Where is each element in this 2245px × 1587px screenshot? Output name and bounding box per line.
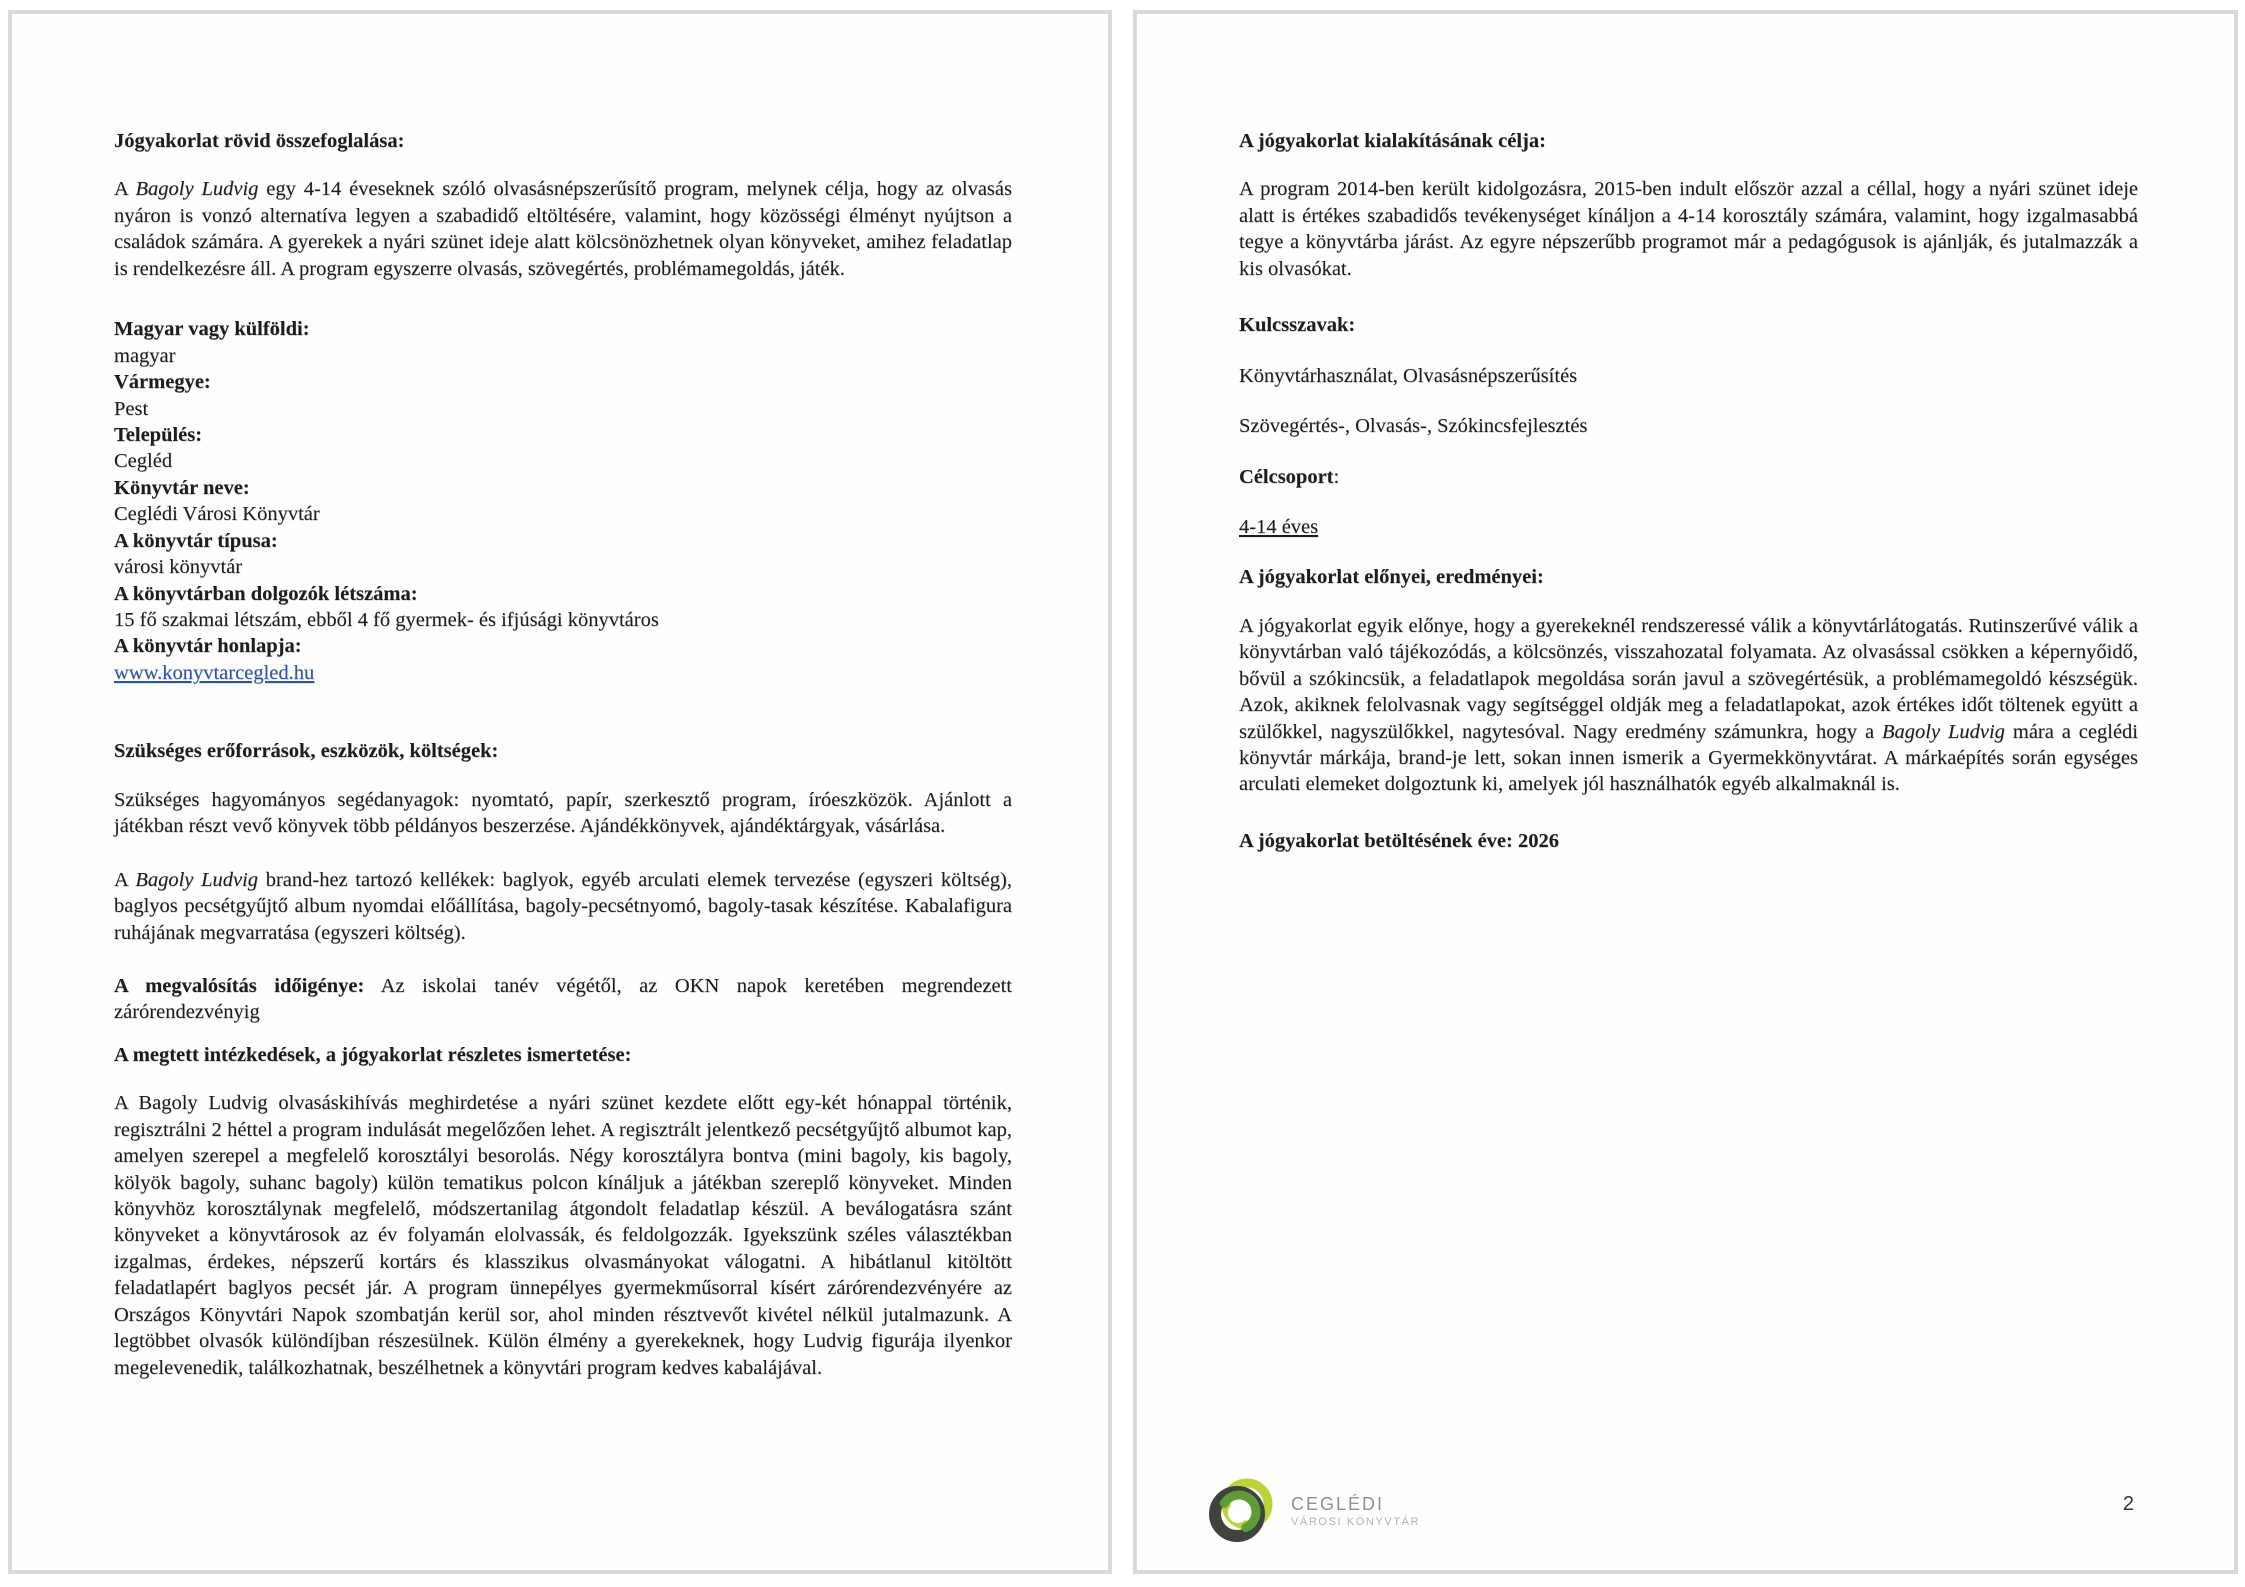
meta-label: Magyar vagy külföldi: <box>114 318 310 341</box>
website-label: A könyvtár honlapja: <box>114 635 302 658</box>
summary-brand-name: Bagoly Ludvig <box>135 178 259 201</box>
resources-paragraph-2 <box>114 867 1012 946</box>
target-group-value <box>1239 514 2138 540</box>
timeline-text: Az iskolai tanév végétől, az OKN napok keretében megrendezett zárórendezvényig <box>114 974 1012 1024</box>
goal-paragraph: A program 2014-ben került kidolgozásra, 2015-ben indult először azzal a céllal, hogy a nyári szünet ideje alatt is értékes szabadidős tevékenységet kínáljon a 4-14 korosztály számára, valamint, hogy izgalmasabbá tegye a könyvtárba járást. Az egyre népszerűbb programot már a pedagógusok is ajánlják, és jutalmazzák a kis olvasókat. <box>1239 178 2138 280</box>
meta-label: Település: <box>114 423 203 446</box>
page-number: 2 <box>2122 1493 2134 1515</box>
meta-value: 15 fő szakmai létszám, ebből 4 fő gyermek- és ifjúsági könyvtáros <box>114 609 659 631</box>
logo-subtitle: VÁROSI KÖNYVTÁR <box>1291 1516 1421 1529</box>
target-colon: : <box>1333 465 1340 488</box>
resources-paragraph-1: Szükséges hagyományos segédanyagok: nyomtató, papír, szerkesztő program, íróeszközök. Ajánlott a játékban részt vevő könyvek több példányos beszerzése. Ajándékkönyvek, ajándéktárgyak, vásárlása. <box>114 788 1012 838</box>
heading-target-group <box>1239 464 2138 490</box>
resources-prefix: A <box>114 868 136 891</box>
page-1-content <box>12 14 1108 1381</box>
library-logo-icon <box>1209 1478 1273 1544</box>
heading-resources: Szükséges erőforrások, eszközök, költségek: <box>114 740 499 763</box>
meta-value: magyar <box>114 344 176 367</box>
benefits-part1: A jógyakorlat egyik előnye, hogy a gyerekeknél rendszeressé válik a könyvtárlátogatás. Rutinszerűvé válik a könyvtárban való tájékozódás, a kölcsönzés, visszahozatal folyamata. Az olvasással csökken a képernyőidő, bővül a szókincsük, a feladatlapok megoldása során javul a szövegértésük, a problémamegoldó készségük. Azok, akiknek felolvasnak vagy segítséggel oldják meg a feladatlapokat, azok értékes időt töltenek együtt a szülőkkel, nagyszülőkkel, nagytesóval. Nagy eredmény számunkra, hogy a <box>1239 614 2138 743</box>
timeline-label: A megvalósítás időigénye: <box>114 974 365 997</box>
benefits-brand-name: Bagoly Ludvig <box>1881 720 2005 743</box>
meta-label: Könyvtár neve: <box>114 476 250 499</box>
library-logo-text <box>1291 1494 1420 1529</box>
target-value-underlined: 4-14 éves <box>1239 515 1319 538</box>
benefits-paragraph <box>1239 613 2138 798</box>
page-2-content <box>1137 14 2234 854</box>
heading-details: A megtett intézkedések, a jógyakorlat részletes ismertetése: <box>114 1043 632 1066</box>
keywords-line-2: Szövegértés-, Olvasás-, Szókincsfejlesztés <box>1239 415 1588 438</box>
logo-title: CEGLÉDI <box>1291 1493 1385 1514</box>
resources-brand-name: Bagoly Ludvig <box>135 868 259 891</box>
heading-benefits: A jógyakorlat előnyei, eredményei: <box>1239 566 1544 589</box>
library-website-link[interactable]: www.konyvtarcegled.hu <box>114 661 315 684</box>
summary-rest: egy 4-14 éveseknek szóló olvasásnépszerűsítő program, melynek célja, hogy az olvasás nyáron is vonzó alternatíva legyen a szabadidő eltöltésére, valamint, hogy közösségi élményt nyújtson a családok számára. A gyerekek a nyári szünet ideje alatt kölcsönözhetnek olyan könyveket, amihez feladatlap is rendelkezésre áll. A program egyszerre olvasás, szövegértés, problémamegoldás, játék. <box>114 178 1012 280</box>
heading-year: A jógyakorlat betöltésének éve: 2026 <box>1239 829 1559 852</box>
meta-label: A könyvtár típusa: <box>114 529 278 552</box>
meta-value: Pest <box>114 397 149 420</box>
meta-label: Vármegye: <box>114 371 211 394</box>
heading-goal: A jógyakorlat kialakításának célja: <box>1239 130 1546 152</box>
library-logo <box>1209 1478 1420 1544</box>
meta-value: városi könyvtár <box>114 556 243 579</box>
meta-value: Cegléd <box>114 450 173 473</box>
details-paragraph: A Bagoly Ludvig olvasáskihívás meghirdetése a nyári szünet kezdete előtt egy-két hónappal történik, regisztrálni 2 héttel a program indulását megelőzően lehet. A regisztrált jelentkező pecsétgyűjtő albumot kap, amelyen szerepel a megfelelő korosztályi besorolás. Négy korosztályra bontva (mini bagoly, kis bagoly, kölyök bagoly, suhanc bagoly) külön tematikus polcon kínáljuk a játékban szereplő könyveket. Minden könyvhöz korosztálynak megfelelő, módszertanilag átgondolt feladatlap készül. A beválogatásra szánt könyveket a könyvtárosok az év folyamán elolvassák, és feldolgozzák. Igyekszünk széles választékban izgalmas, érdekes, népszerű kortárs és klasszikus olvasmányokat válogatni. A hibátlanul kitöltött feladatlapért baglyos pecsét jár. A program ünnepélyes gyermekműsorral kísért zárórendezvényére az Országos Könyvtári Napok szombatján kerül sor, ahol minden résztvevőt kivétel nélkül jutalmazunk. A legtöbbet olvasók különdíjban részesülnek. Külön élmény a gyerekeknek, hogy Ludvig figurája ilyenkor megelevenedik, találkozhatnak, beszélhetnek a könyvtári program kedves kabalájával. <box>114 1092 1012 1379</box>
resources-rest: brand-hez tartozó kellékek: baglyok, egyéb arculati elemek tervezése (egyszeri költség), baglyos pecsétgyűjtő album nyomdai előállítása, bagoly-pecsétnyomó, bagoly-tasak készítése. Kabalafigura ruhájának megvarratása (egyszeri költség). <box>114 868 1012 944</box>
meta-label: A könyvtárban dolgozók létszáma: <box>114 582 418 605</box>
meta-value: Ceglédi Városi Könyvtár <box>114 503 320 526</box>
benefits-part2: mára a ceglédi könyvtár márkája, brand-je lett, sokan innen ismerik a Gyermekkönyvtárat. A márkaépítés során egységes arculati elemeket dolgoztunk ki, amelyek jól használhatók egyéb alkalmaknál is. <box>1239 720 2138 796</box>
metadata-block <box>114 316 1012 686</box>
summary-prefix: A <box>114 178 136 201</box>
heading-keywords: Kulcsszavak: <box>1239 314 1356 337</box>
timeline-paragraph <box>114 973 1012 1026</box>
heading-summary: Jógyakorlat rövid összefoglalása: <box>114 130 405 152</box>
summary-paragraph <box>114 176 1012 282</box>
document-page-1 <box>8 10 1112 1574</box>
target-label: Célcsoport <box>1239 465 1334 488</box>
keywords-line-1: Könyvtárhasználat, Olvasásnépszerűsítés <box>1239 364 1578 387</box>
document-page-2 <box>1133 10 2238 1574</box>
